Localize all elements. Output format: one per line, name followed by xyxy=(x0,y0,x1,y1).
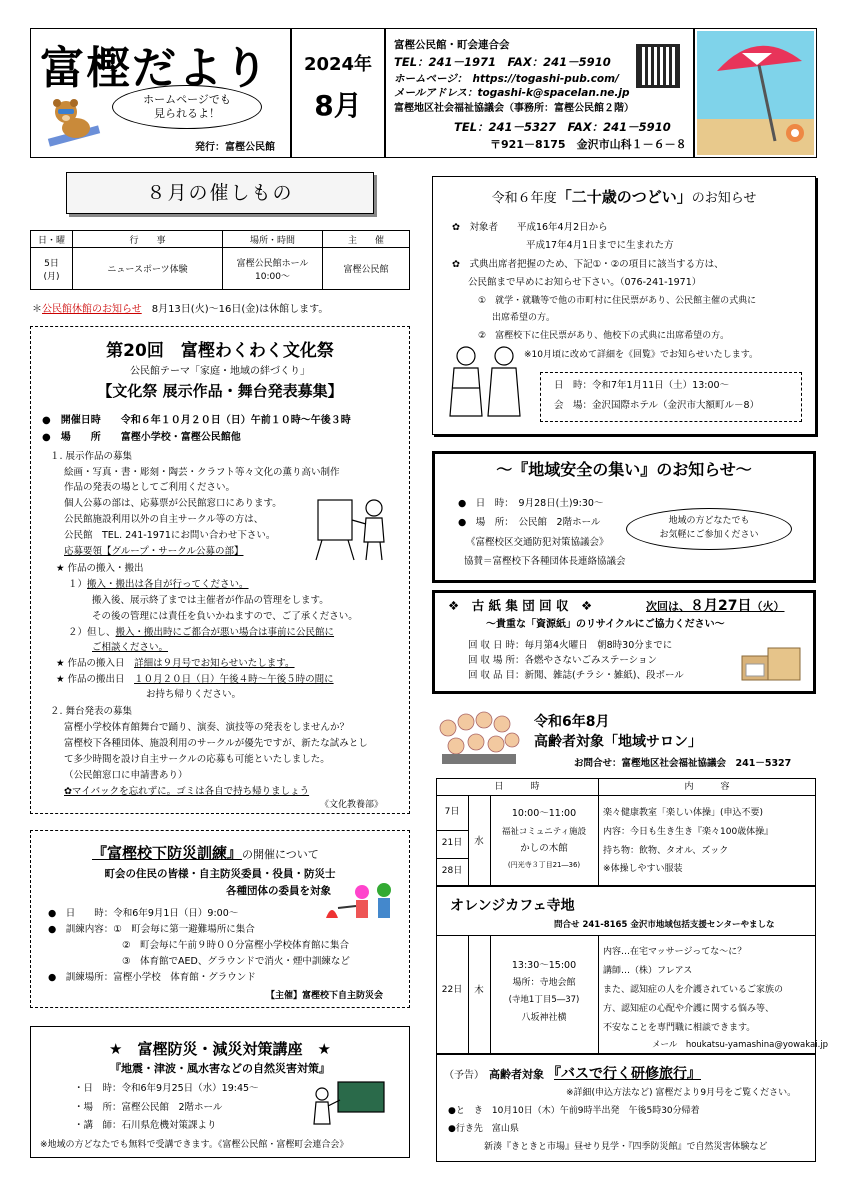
salon-place: 福祉コミュニティ施設 xyxy=(501,827,587,837)
festival-line: 個人公募の部は、応募票が公民館窓口にあります。 xyxy=(64,498,282,509)
trip-line: ●行き先 富山県 xyxy=(448,1124,519,1134)
tel: TEL：241－1971 FAX：241－5910 xyxy=(394,55,611,69)
events-table xyxy=(30,230,410,290)
cafe-place: 場所：寺地会館 xyxy=(512,978,576,988)
festival-line: （公民館窓口に申請書あり） xyxy=(64,770,188,781)
cafe-day: 22日 xyxy=(441,985,463,995)
qr-code-icon xyxy=(636,44,680,88)
festival-line: １）搬入・搬出は各自が行ってください。 xyxy=(68,579,249,590)
paper-bundle-illustration xyxy=(738,634,804,686)
lecturer-illustration xyxy=(308,1080,388,1128)
cafe-time: 13:30～15:00 xyxy=(511,960,577,971)
recycle-line: 回 収 日 時：毎月第4火曜日 朝8時30分までに xyxy=(468,640,673,651)
ceremony-line: 公民館まで早めにお知らせ下さい。（076-241-1971） xyxy=(468,277,702,288)
salon-content: 持ち物：飲物、タオル、ズック xyxy=(603,846,729,856)
ceremony-line: ✿ 対象者 平成16年4月2日から xyxy=(452,222,608,233)
festival-line: 絵画・写真・書・彫刻・陶芸・クラフト等々文化の薫り高い制作 xyxy=(64,467,340,478)
lecture-line: ・講 師：石川県危機対策課より xyxy=(74,1120,217,1131)
kimono-illustration xyxy=(446,342,528,420)
salon-content: ※体操しやすい服装 xyxy=(603,864,683,874)
salon-day: 21日 xyxy=(441,838,463,848)
newsletter-title: 富樫だより xyxy=(40,43,270,94)
festival-line: 富樫小学校体育館舞台で踊り、演奏、演技等の発表をしませんか？ xyxy=(64,722,350,733)
ceremony-line: 日 時：令和7年1月11日（土）13:00～ xyxy=(554,380,730,391)
drill-line: ● 訓練場所：富樫小学校 体育館・グラウンド xyxy=(48,972,256,983)
ceremony-line: ② 富樫校下に住民票があり、他校下の式典に出席希望の方。 xyxy=(478,331,730,341)
recycle-title: ❖ 古 紙 集 団 回 収 ❖ xyxy=(448,598,593,613)
ceremony-line: 出席希望の方。 xyxy=(492,313,556,323)
cafe-dow: 木 xyxy=(474,985,484,996)
salon-content: 楽々健康教室「楽しい体操」(申込不要) xyxy=(603,808,764,818)
festival-line: ✿マイバックを忘れずに。ゴミは各自で持ち帰りましょう xyxy=(64,786,310,797)
drill-line: ③ 体育館でAED、グラウンドで消火・煙中訓練など xyxy=(122,956,350,967)
festival-subtitle: 【文化祭 展示作品・舞台発表募集】 xyxy=(97,382,343,400)
salon-contact: お問合せ：富樫地区社会福祉協議会 241－5327 xyxy=(574,758,792,769)
th-day: 日・曜 xyxy=(31,231,73,248)
drill-line: ● 訓練内容：① 町会毎に第一避難場所に集合 xyxy=(48,924,255,935)
email[interactable]: メールアドレス：togashi-k@spacelan.ne.jp xyxy=(394,87,630,99)
ceremony-line: ① 就学・就職等で他の市町村に住民票があり、公民館主催の式典に xyxy=(478,296,757,306)
cafe-place: 八坂神社横 xyxy=(521,1013,567,1023)
address: 〒921－8175 金沢市山科１－６－８ xyxy=(490,138,687,151)
festival-line: て多少時間を設け自主サークルの応募も可能といたしました。 xyxy=(64,754,330,765)
salon-day: 28日 xyxy=(441,866,463,876)
events-title: ８月の催しもの xyxy=(66,172,374,214)
cafe-content: 方、認知症の心配や介護に関する悩み等、 xyxy=(603,1004,775,1014)
safety-line: ● 日 時： 9月28日(土)9:30～ xyxy=(458,498,604,509)
crowd-illustration xyxy=(436,706,522,766)
safety-line: 《富樫校区交通防犯対策協議会》 xyxy=(466,537,609,548)
trip-title: （予告） 高齢者対象 『バスで行く研修旅行』 xyxy=(444,1066,701,1082)
salon-content: 内容：今日も生き生き『楽々100歳体操』 xyxy=(603,827,774,837)
festival-line: 富樫校下各種団体、施設利用のサークルが優先ですが、新たな試みとし xyxy=(64,738,368,749)
recycle-line: 回 収 場 所：各燃やさないごみステーション xyxy=(468,655,657,666)
salon-title1: 令和6年8月 xyxy=(534,714,610,730)
cafe-title: オレンジカフェ寺地 xyxy=(450,898,575,914)
festival-line: ★ 作品の搬出日 １０月２０日（日）午後４時～午後５時の間に xyxy=(56,674,334,685)
cafe-contact: 問合せ 241-8165 金沢市地域包括支援センターやましな xyxy=(554,920,775,930)
festival-line: 公民館 TEL. 241-1971にお問い合わせ下さい。 xyxy=(64,530,276,541)
safety-title: ～『地域安全の集い』のお知らせ～ xyxy=(496,460,752,479)
publisher: 発行：富樫公民館 xyxy=(195,142,275,153)
salon-title2: 高齢者対象「地域サロン」 xyxy=(534,734,702,750)
cafe-content: 講師…（株）フレアス xyxy=(603,966,693,976)
festival-line: ２. 舞台発表の募集 xyxy=(50,706,133,717)
homepage[interactable]: ホームページ： https://togashi-pub.com/ xyxy=(394,73,619,85)
trip-line: ●と き 10月10日（木）午前9時半出発 午後5時30分帰着 xyxy=(448,1106,700,1116)
drill-title: 『富樫校下防災訓練』の開催について xyxy=(92,844,319,862)
closed-notice: ＊公民館休館のお知らせ 8月13日(火)～16日(金)は休館します。 xyxy=(32,304,329,315)
drill-sub: 町会の住民の皆様・自主防災委員・役員・防災士 xyxy=(104,868,336,880)
festival-date: ● 開催日時 令和６年１０月２０日（日）午前１０時～午後３時 xyxy=(42,415,351,426)
lecture-line: ・場 所：富樫公民館 2階ホール xyxy=(74,1102,223,1113)
salon-place: かしの木館 xyxy=(520,843,568,854)
salon-place: (円光寺３丁目21―36) xyxy=(507,861,581,869)
festival-place: ● 場 所 富樫小学校・富樫公民館他 xyxy=(42,432,241,443)
th-place: 場所・時間 xyxy=(223,231,323,248)
festival-line: ★ 作品の搬入・搬出 xyxy=(56,563,144,574)
cafe-place: (寺地1丁目5―37) xyxy=(508,995,580,1005)
speech-bubble: ホームページでも 見られるよ！ xyxy=(112,85,262,129)
safety-line: 協賛＝富樫校下各種団体長連絡協議会 xyxy=(464,556,626,567)
festival-theme: 公民館テーマ「家庭・地域の絆づくり」 xyxy=(130,366,310,377)
salon-header-content: 内 容 xyxy=(684,782,730,792)
recycle-line: 回 収 品 目：新聞、雑誌(チラシ・雑紙)、段ボール xyxy=(468,670,684,681)
festival-line: 作品の発表の場としてご利用ください。 xyxy=(64,482,236,493)
drill-line: ② 町会毎に午前９時００分富樫小学校体育館に集合 xyxy=(122,940,350,951)
lecture-title: ★ 富樫防災・減災対策講座 ★ xyxy=(109,1040,331,1058)
artist-illustration xyxy=(312,492,400,562)
salon-dow: 水 xyxy=(474,836,484,847)
drill-sub: 各種団体の委員を対象 xyxy=(226,885,331,897)
safety-line: ● 場 所： 公民館 2階ホール xyxy=(458,517,601,528)
festival-line: 搬入後、展示終了までは主催者が作品の管理をします。 xyxy=(92,595,329,606)
festival-footer: 《文化教養部》 xyxy=(320,800,384,810)
event-host: 富樫公民館 xyxy=(323,248,410,290)
cafe-content: また、認知症の人を介護されているご家族の xyxy=(603,985,784,995)
org-name: 富樫公民館・町会連合会 xyxy=(394,39,510,51)
festival-line: その後の管理には責任を負いかねますので、ご了承ください。 xyxy=(92,611,358,622)
cafe-content: 不安なことを専門職に相談できます。 xyxy=(603,1023,756,1033)
festival-line: ★ 作品の搬入日 詳細は９月号でお知らせいたします。 xyxy=(56,658,295,669)
lecture-sub: 『地震・津波・風水害などの自然災害対策』 xyxy=(110,1062,330,1075)
trip-note: ※詳細(申込方法など) 富樫だより9月号をご覧ください。 xyxy=(566,1088,797,1098)
ceremony-title: 令和６年度「二十歳のつどい」のお知らせ xyxy=(491,188,757,206)
drill-host: 【主催】富樫校下自主防災会 xyxy=(266,991,384,1001)
lecture-line: ・日 時：令和6年9月25日（水）19:45～ xyxy=(74,1083,259,1094)
festival-line: ご相談ください。 xyxy=(92,642,169,653)
th-host: 主 催 xyxy=(323,231,410,248)
festival-line: お持ち帰りください。 xyxy=(146,689,242,700)
festival-line: １. 展示作品の募集 xyxy=(50,451,133,462)
ceremony-line: ※10月頃に改めて詳細を《回覧》でお知らせいたします。 xyxy=(524,350,759,360)
welfare-org: 富樫地区社会福祉協議会（事務所：富樫公民館２階） xyxy=(394,103,634,114)
beach-illustration xyxy=(697,31,814,155)
drill-line: ● 日 時：令和6年9月1日（日）9:00～ xyxy=(48,908,239,919)
event-name: ニュースポーツ体験 xyxy=(73,248,223,290)
ceremony-line: 会 場：金沢国際ホテル（金沢市大額町ル－8） xyxy=(554,400,760,411)
salon-time: 10:00～11:00 xyxy=(511,808,577,819)
ceremony-line: 平成17年4月1日までに生まれた方 xyxy=(526,240,674,251)
year: 2024年 xyxy=(303,54,373,75)
salon-header-date: 日 時 xyxy=(494,782,540,792)
tel2: TEL：241－5327 FAX：241－5910 xyxy=(454,120,671,134)
safety-bubble: 地域の方どなたでも お気軽にご参加ください xyxy=(626,508,792,550)
recycle-next: 次回は、８月27日（火） xyxy=(646,598,785,614)
cafe-content: 内容…在宅マッサージってな～に？ xyxy=(603,947,747,957)
festival-line: ２）但し、搬入・搬出時にご都合が悪い場合は事前に公民館に xyxy=(68,627,335,638)
festival-line: 公民館施設利用以外の自主サークル等の方は、 xyxy=(64,514,264,525)
event-day: 5日 (月) xyxy=(31,248,73,290)
lecture-footer: ※地域の方どなたでも無料で受講できます。《富樫公民館・富樫町会連合会》 xyxy=(40,1140,349,1150)
bear-illustration xyxy=(46,92,102,148)
event-place: 富樫公民館ホール 10:00～ xyxy=(223,248,323,290)
firefighting-illustration xyxy=(322,880,404,926)
recycle-sub: ～貴重な「資源紙」のリサイクルにご協力ください～ xyxy=(486,619,725,630)
trip-line: 新湊『きときと市場』昼せり見学・『四季防災館』で自然災害体験など xyxy=(484,1142,768,1152)
ceremony-line: ✿ 式典出席者把握のため、下記①・②の項目に該当する方は、 xyxy=(452,259,724,270)
th-event: 行 事 xyxy=(73,231,223,248)
month: 8月 xyxy=(314,89,362,122)
festival-line: 応募要領【グループ・サークル公募の部】 xyxy=(64,546,244,557)
festival-title: 第20回 富樫わくわく文化祭 xyxy=(106,341,334,361)
cafe-email[interactable]: メール houkatsu-yamashina@yowakai.jp xyxy=(652,1040,829,1050)
salon-day: 7日 xyxy=(444,807,460,817)
